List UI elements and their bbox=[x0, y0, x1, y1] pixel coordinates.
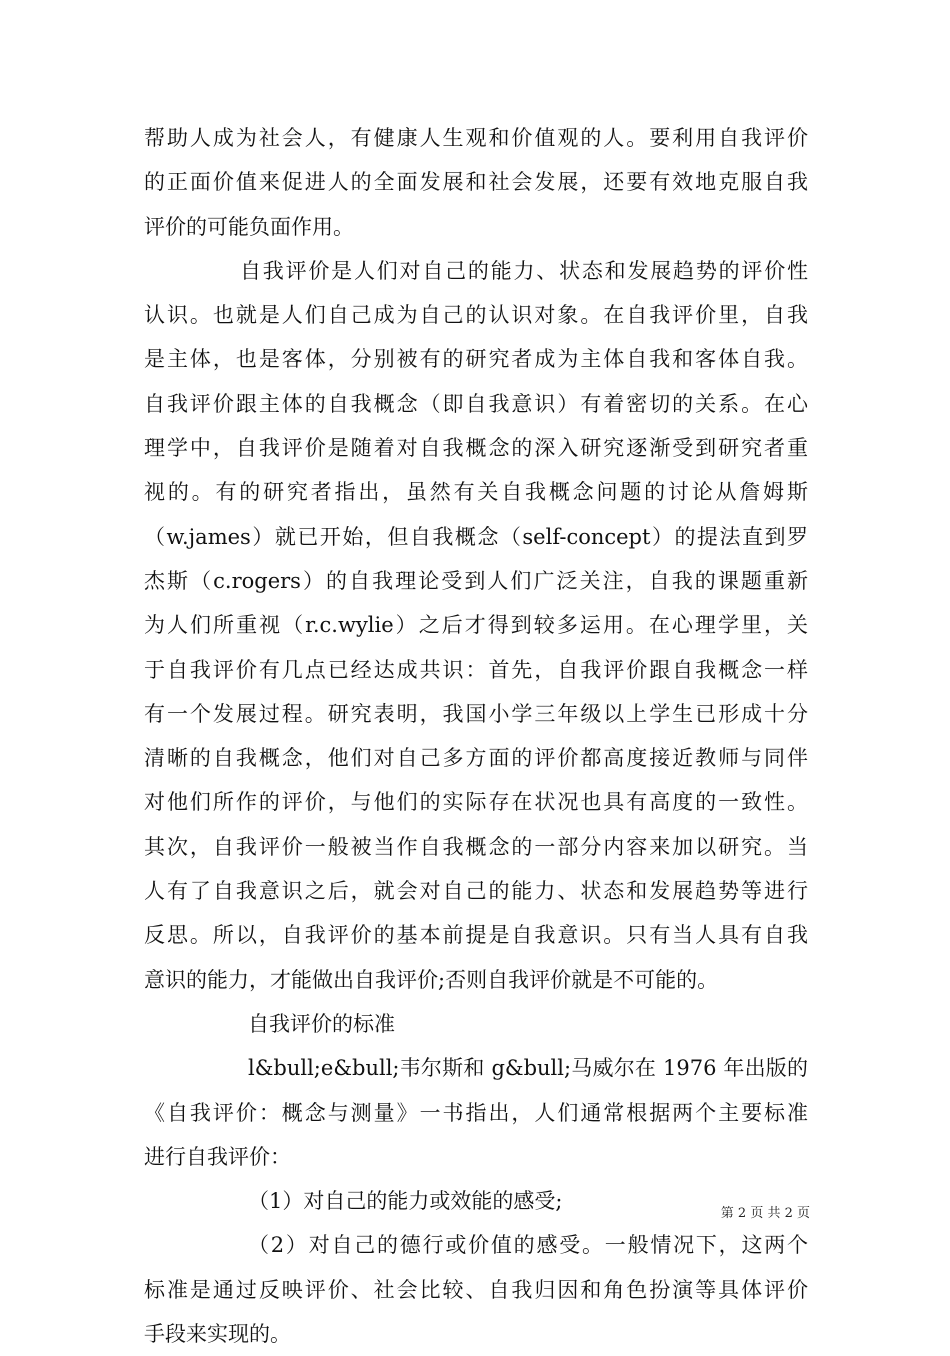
text-line: 认识。也就是人们自己成为自己的认识对象。在自我评价里，自我 bbox=[144, 303, 808, 328]
text-line: 其次，自我评价一般被当作自我概念的一部分内容来加以研究。当 bbox=[144, 834, 808, 859]
text-line: 手段来实现的。 bbox=[144, 1322, 291, 1347]
text-line: 是主体，也是客体，分别被有的研究者成为主体自我和客体自我。 bbox=[144, 347, 808, 372]
text-line: （w.james）就已开始，但自我概念（self-concept）的提法直到罗 bbox=[144, 524, 808, 549]
paragraph-start-line: 自我评价是人们对自己的能力、状态和发展趋势的评价性 bbox=[240, 258, 808, 283]
text-line: 帮助人成为社会人，有健康人生观和价值观的人。要利用自我评价 bbox=[144, 126, 808, 150]
document-body bbox=[144, 116, 808, 1356]
text-line: 的正面价值来促进人的全面发展和社会发展，还要有效地克服自我 bbox=[144, 170, 808, 195]
section-heading: 自我评价的标准 bbox=[248, 1011, 395, 1036]
text-line: 视的。有的研究者指出，虽然有关自我概念问题的讨论从詹姆斯 bbox=[144, 480, 808, 505]
text-line: 于自我评价有几点已经达成共识：首先，自我评价跟自我概念一样 bbox=[144, 657, 808, 682]
text-line: 进行自我评价： bbox=[144, 1144, 291, 1169]
list-item: （1）对自己的能力或效能的感受; bbox=[248, 1189, 563, 1214]
text-line: 《自我评价：概念与测量》一书指出，人们通常根据两个主要标准 bbox=[144, 1100, 808, 1125]
text-line: 自我评价跟主体的自我概念（即自我意识）有着密切的关系。在心 bbox=[144, 391, 808, 416]
text-line: 意识的能力，才能做出自我评价;否则自我评价就是不可能的。 bbox=[144, 967, 719, 992]
text-line: 有一个发展过程。研究表明，我国小学三年级以上学生已形成十分 bbox=[144, 701, 808, 726]
text-line: 为人们所重视（r.c.wylie）之后才得到较多运用。在心理学里，关 bbox=[144, 613, 808, 638]
text-line: 清晰的自我概念，他们对自己多方面的评价都高度接近教师与同伴 bbox=[144, 746, 808, 771]
list-item: （2）对自己的德行或价值的感受。一般情况下，这两个 bbox=[248, 1233, 808, 1258]
text-line: 评价的可能负面作用。 bbox=[144, 214, 354, 239]
text-line: 对他们所作的评价，与他们的实际存在状况也具有高度的一致性。 bbox=[144, 790, 808, 815]
text-line: 人有了自我意识之后，就会对自己的能力、状态和发展趋势等进行 bbox=[144, 879, 808, 904]
page-number: 第 2 页 共 2 页 bbox=[720, 1206, 810, 1221]
text-line: 杰斯（c.rogers）的自我理论受到人们广泛关注，自我的课题重新 bbox=[144, 568, 808, 593]
paragraph-start-line: l&bull;e&bull;韦尔斯和 g&bull;马威尔在 1976 年出版的 bbox=[248, 1056, 808, 1081]
text-line: 标准是通过反映评价、社会比较、自我归因和角色扮演等具体评价 bbox=[144, 1277, 808, 1302]
text-line: 理学中，自我评价是随着对自我概念的深入研究逐渐受到研究者重 bbox=[144, 436, 808, 461]
text-line: 反思。所以，自我评价的基本前提是自我意识。只有当人具有自我 bbox=[144, 923, 808, 948]
